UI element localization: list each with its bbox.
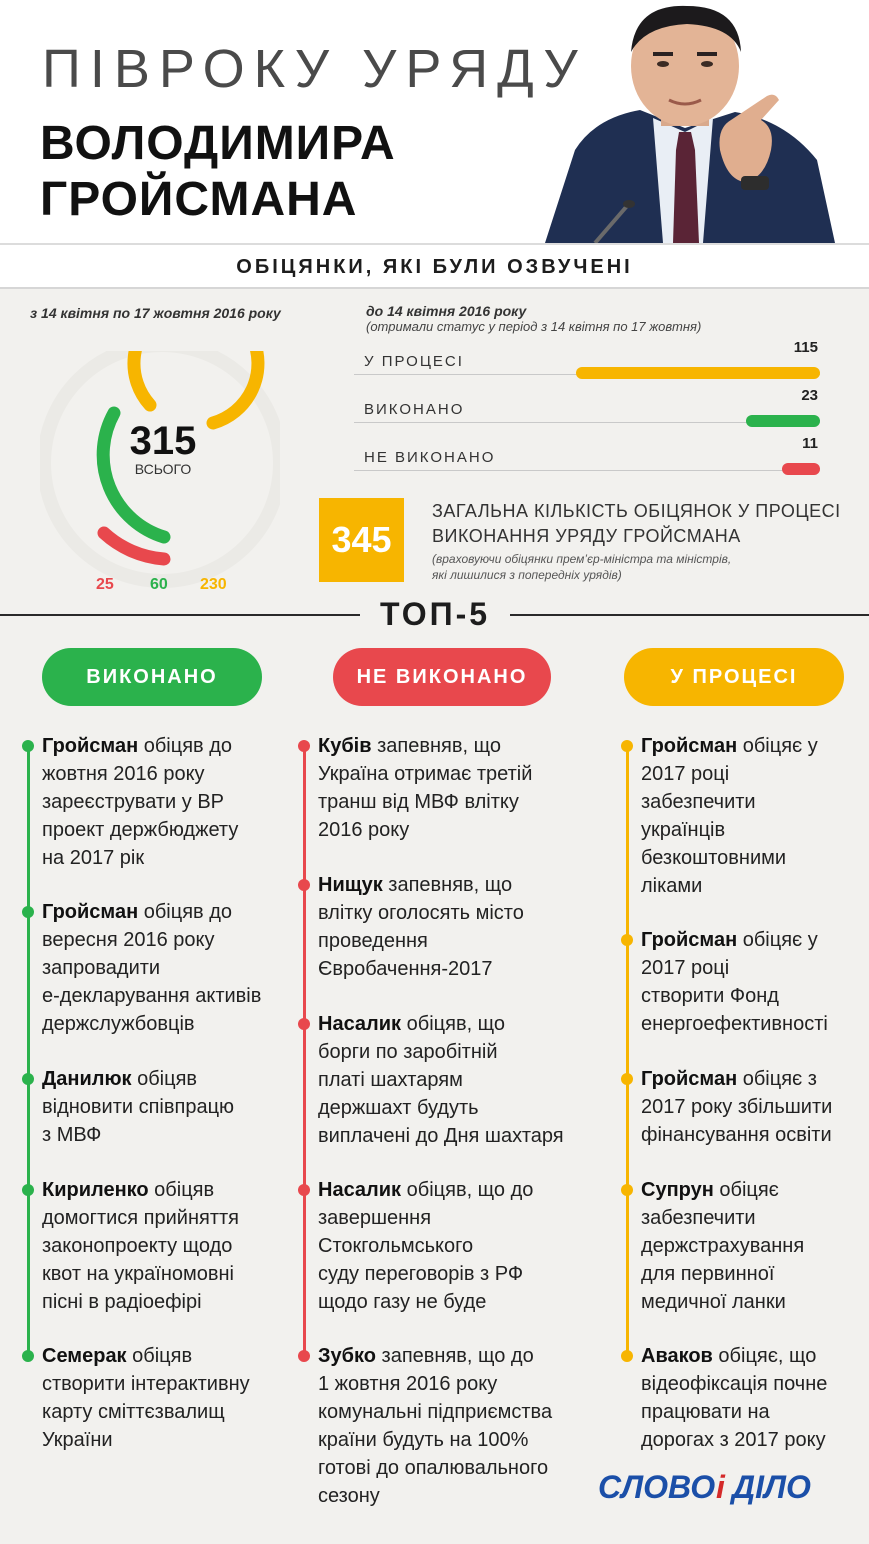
bar-value: 23	[801, 387, 818, 404]
promise-text-line: забезпечити	[641, 1207, 756, 1229]
promise-item	[641, 1065, 832, 1149]
promise-text: обіцяє, що	[712, 1345, 817, 1367]
timeline-dot	[298, 879, 310, 891]
bar-label: ВИКОНАНО	[364, 401, 465, 418]
stats-section	[0, 291, 869, 611]
promise-text-line: сезону	[318, 1485, 380, 1507]
promise-author: Гройсман	[42, 735, 139, 757]
promise-text-line: комунальні підприємства	[318, 1401, 553, 1423]
bar-value: 115	[793, 339, 818, 356]
promise-author: Гройсман	[42, 901, 139, 923]
timeline-not-done	[303, 744, 306, 1354]
promise-text-line: держстрахування	[641, 1235, 805, 1257]
promise-text-line: 2017 році	[641, 957, 730, 979]
grand-total-note	[432, 551, 731, 583]
title-line-1: ПІВРОКУ УРЯДУ	[42, 39, 587, 99]
promise-text-line: 2017 року збільшити	[641, 1096, 833, 1118]
promise-text-line: ліками	[641, 875, 703, 897]
promise-text-line: працювати на	[641, 1401, 770, 1423]
promise-item	[641, 1342, 827, 1454]
promise-text-line: вересня 2016 року	[42, 929, 215, 951]
promise-text-line: проведення	[318, 930, 428, 952]
promise-text-line: щодо газу не буде	[318, 1291, 487, 1313]
promise-author: Данилюк	[42, 1068, 132, 1090]
promise-text: обіцяв	[148, 1179, 215, 1201]
promise-text-line: е-декларування активів	[42, 985, 262, 1007]
promise-text: обіцяв до	[138, 901, 233, 923]
timeline-done	[27, 744, 30, 1354]
title-line-2	[40, 116, 396, 228]
promise-text-line: забезпечити	[641, 791, 756, 813]
timeline-dot	[298, 1184, 310, 1196]
bar-value: 11	[802, 435, 818, 452]
promise-item	[318, 1176, 533, 1316]
promise-item	[42, 898, 261, 1038]
promise-text-line: створити інтерактивну	[42, 1373, 250, 1395]
header	[0, 0, 869, 243]
section-subheader: ОБІЦЯНКИ, ЯКІ БУЛИ ОЗВУЧЕНІ	[0, 243, 869, 289]
slovo-i-dilo-logo	[598, 1466, 828, 1506]
promise-text-line: 2016 року	[318, 819, 410, 841]
donut-segment-230	[134, 351, 258, 423]
promise-text: обіцяє з	[737, 1068, 817, 1090]
promise-text-line: Україна отримає третій	[318, 763, 533, 785]
timeline-dot	[621, 740, 633, 752]
promise-text-line: 2017 році	[641, 763, 730, 785]
promise-text-line: влітку оголосять місто	[318, 902, 524, 924]
promise-text: обіцяв, що	[401, 1013, 506, 1035]
promise-text: запевняв, що	[382, 874, 513, 896]
promise-text-line: створити Фонд	[641, 985, 779, 1007]
promise-author: Насалик	[318, 1179, 402, 1201]
pill-done: ВИКОНАНО	[42, 648, 262, 706]
grand-total-title-line: ВИКОНАННЯ УРЯДУ ГРОЙСМАНА	[432, 526, 741, 546]
grand-total-box: 345	[319, 498, 404, 582]
promise-text-line: законопроекту щодо	[42, 1235, 233, 1257]
promise-text: обіцяє у	[737, 735, 818, 757]
timeline-dot	[22, 1184, 34, 1196]
promise-text-line: домогтися прийняття	[42, 1207, 240, 1229]
promise-text-line: енергоефективності	[641, 1013, 828, 1035]
promise-item	[641, 1176, 804, 1316]
promise-item	[641, 926, 828, 1038]
timeline-dot	[298, 1350, 310, 1362]
promise-text-line: пісні в радіоефірі	[42, 1291, 202, 1313]
donut-total-label: ВСЬОГО	[134, 461, 192, 477]
bar-row-in-progress	[354, 339, 820, 375]
timeline-dot	[298, 1018, 310, 1030]
pill-in-progress: У ПРОЦЕСІ	[624, 648, 844, 706]
promise-author: Насалик	[318, 1013, 402, 1035]
promise-text: обіцяє у	[737, 929, 818, 951]
top5-title: ТОП-5	[360, 594, 510, 634]
bar-row-not-done	[354, 435, 820, 471]
promise-item	[318, 732, 532, 844]
promise-text-line: 1 жовтня 2016 року	[318, 1373, 498, 1395]
promise-text-line: зареєструвати у ВР	[42, 791, 225, 813]
timeline-dot	[621, 1184, 633, 1196]
period-right: до 14 квітня 2016 року	[366, 303, 527, 319]
promise-author: Гройсман	[641, 735, 738, 757]
legend-red-value: 25	[96, 576, 114, 593]
promise-item	[318, 1342, 552, 1510]
promise-author: Кириленко	[42, 1179, 149, 1201]
promise-text-line: держслужбовців	[42, 1013, 195, 1035]
promise-text: обіцяє	[713, 1179, 779, 1201]
promise-item	[42, 1342, 250, 1454]
promise-item	[42, 732, 238, 872]
promise-text-line: проект держбюджету	[42, 819, 239, 841]
period-left: з 14 квітня по 17 жовтня 2016 року	[30, 305, 281, 321]
bar-fill	[746, 415, 820, 427]
promise-text: запевняв, що до	[375, 1345, 534, 1367]
bar-label: НЕ ВИКОНАНО	[364, 449, 496, 466]
promise-author: Гройсман	[641, 1068, 738, 1090]
promise-author: Супрун	[641, 1179, 714, 1201]
promise-text-line: Євробачення-2017	[318, 958, 493, 980]
title-name-last: ГРОЙСМАНА	[40, 173, 358, 226]
promise-text-line: завершення	[318, 1207, 432, 1229]
promise-text: обіцяв	[126, 1345, 193, 1367]
bar-label: У ПРОЦЕСІ	[364, 353, 464, 370]
grand-total-note-line: (враховуючи обіцянки прем’єр-міністра та міністрів,	[432, 552, 732, 566]
timeline-dot	[298, 740, 310, 752]
promise-text-line: жовтня 2016 року	[42, 763, 205, 785]
bar-fill	[782, 463, 820, 475]
timeline-dot	[621, 1073, 633, 1085]
timeline-dot	[22, 1073, 34, 1085]
timeline-dot	[22, 906, 34, 918]
promise-text-line: медичної ланки	[641, 1291, 786, 1313]
promise-text-line: борги по заробітній	[318, 1041, 498, 1063]
promise-text-line: квот на україномовні	[42, 1263, 234, 1285]
promise-text-line: запровадити	[42, 957, 161, 979]
promise-text: запевняв, що	[371, 735, 501, 757]
pill-not-done: НЕ ВИКОНАНО	[333, 648, 551, 706]
svg-text:і: і	[716, 1469, 725, 1505]
promise-text-line: карту сміттєзвалищ	[42, 1401, 225, 1423]
promise-item	[42, 1065, 234, 1149]
promise-text-line: дорогах з 2017 року	[641, 1429, 826, 1451]
promise-text-line: безкоштовними	[641, 847, 787, 869]
promise-text-line: на 2017 рік	[42, 847, 145, 869]
promise-author: Гройсман	[641, 929, 738, 951]
timeline-dot	[621, 1350, 633, 1362]
period-right-note: (отримали статус у період з 14 квітня по 17 жовтня)	[366, 319, 702, 334]
grand-total-note-line: які лишилися з попередніх урядів)	[432, 568, 622, 582]
promise-text-line: платі шахтарям	[318, 1069, 463, 1091]
promise-text-line: відновити співпрацю	[42, 1096, 235, 1118]
timeline-dot	[621, 934, 633, 946]
promise-text-line: Стокгольмського	[318, 1235, 474, 1257]
promise-text: обіцяв, що до	[401, 1179, 534, 1201]
promise-item	[318, 871, 524, 983]
promise-text: обіцяв	[131, 1068, 198, 1090]
timeline-dot	[22, 740, 34, 752]
bar-fill	[576, 367, 820, 379]
promise-text-line: готові до опалювального	[318, 1457, 549, 1479]
title-name-first: ВОЛОДИМИРА	[40, 117, 396, 170]
promise-text-line: для первинної	[641, 1263, 775, 1285]
promise-text-line: держшахт будуть	[318, 1097, 479, 1119]
promise-item	[641, 732, 818, 900]
promise-text: обіцяв до	[138, 735, 233, 757]
promise-text-line: транш від МВФ влітку	[318, 791, 519, 813]
promise-author: Зубко	[318, 1345, 376, 1367]
promise-text-line: відеофіксація почне	[641, 1373, 828, 1395]
svg-text:СЛОВО: СЛОВО	[598, 1469, 716, 1505]
timeline-in-progress	[626, 744, 629, 1354]
promise-text-line: країни будуть на 100%	[318, 1429, 529, 1451]
promise-text-line: з МВФ	[42, 1124, 102, 1146]
promise-text-line: українців	[641, 819, 726, 841]
promise-text-line: фінансування освіти	[641, 1124, 832, 1146]
legend-yellow-value: 230	[200, 576, 227, 593]
portrait-image	[535, 0, 845, 243]
grand-total-title-line: ЗАГАЛЬНА КІЛЬКІСТЬ ОБІЦЯНОК У ПРОЦЕСІ	[432, 501, 841, 521]
promise-item	[42, 1176, 239, 1316]
svg-text:ДІЛО: ДІЛО	[732, 1469, 811, 1505]
donut-total: 315	[129, 419, 197, 463]
grand-total-title	[432, 499, 841, 549]
bar-row-done	[354, 387, 820, 423]
promise-author: Нищук	[318, 874, 383, 896]
promise-author: Семерак	[42, 1345, 127, 1367]
promise-item	[318, 1010, 564, 1150]
promise-author: Аваков	[641, 1345, 713, 1367]
timeline-dot	[22, 1350, 34, 1362]
promise-text-line: України	[42, 1429, 113, 1451]
promise-author: Кубів	[318, 735, 372, 757]
promise-text-line: суду переговорів з РФ	[318, 1263, 524, 1285]
legend-green-value: 60	[150, 576, 168, 593]
promise-text-line: виплачені до Дня шахтаря	[318, 1125, 564, 1147]
